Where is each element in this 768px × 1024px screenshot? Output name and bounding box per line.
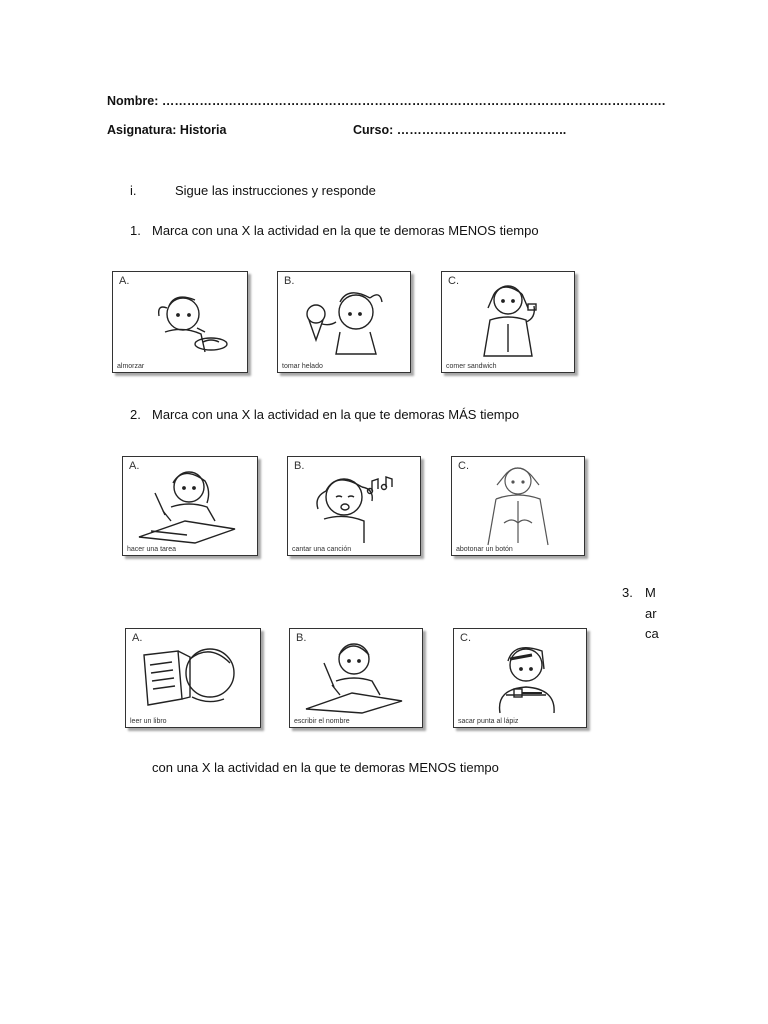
girl-homework-icon [123, 457, 257, 555]
card-letter: A. [132, 632, 143, 644]
card-caption: leer un libro [130, 718, 167, 725]
card-caption: tomar helado [282, 363, 323, 370]
question-2-number: 2. [130, 407, 141, 422]
asignatura-label: Asignatura: Historia [107, 123, 227, 137]
card-letter: C. [458, 460, 469, 472]
card-letter: C. [448, 275, 459, 287]
question-3-fragment-3: ca [645, 626, 659, 641]
card-caption: escribir el nombre [294, 718, 350, 725]
q2-card-c[interactable] [451, 456, 585, 556]
q1-card-a[interactable] [112, 271, 248, 373]
girl-icecream-icon [278, 272, 410, 372]
card-caption: cantar una canción [292, 546, 352, 553]
q3-card-b[interactable] [289, 628, 423, 728]
question-1-number: 1. [130, 223, 141, 238]
card-caption: comer sandwich [446, 363, 497, 370]
boy-reading-icon [126, 629, 260, 727]
q3-card-a[interactable] [125, 628, 261, 728]
question-2-text: Marca con una X la actividad en la que te demoras MÁS tiempo [152, 407, 520, 422]
section-numeral: i. [130, 183, 137, 198]
card-caption: abotonar un botón [456, 546, 513, 553]
section-title: Sigue las instrucciones y responde [175, 183, 376, 198]
question-3-number: 3. [622, 585, 633, 600]
q1-card-b[interactable] [277, 271, 411, 373]
q2-card-a[interactable] [122, 456, 258, 556]
nombre-field: Nombre: …………………………………………………………………………………………………………. [107, 94, 666, 108]
curso-field: Curso: ………………………………….. [353, 123, 567, 137]
girl-buttoning-icon [452, 457, 584, 555]
card-letter: A. [129, 460, 140, 472]
q2-card-b[interactable] [287, 456, 421, 556]
card-letter: B. [296, 632, 307, 644]
card-caption: sacar punta al lápiz [458, 718, 519, 725]
card-letter: A. [119, 275, 130, 287]
question-3-fragment-2: ar [645, 606, 657, 621]
question-1-text: Marca con una X la actividad en la que te demoras MENOS tiempo [152, 223, 539, 238]
card-caption: hacer una tarea [127, 546, 177, 553]
card-letter: C. [460, 632, 471, 644]
question-3-fragment-1: M [645, 585, 656, 600]
girl-singing-icon [288, 457, 420, 555]
q3-card-c[interactable] [453, 628, 587, 728]
boy-writing-icon [290, 629, 422, 727]
card-letter: B. [294, 460, 305, 472]
q1-card-c[interactable] [441, 271, 575, 373]
girl-sandwich-icon [442, 272, 574, 372]
question-3-text-rest: con una X la actividad en la que te demoras MENOS tiempo [152, 760, 499, 775]
boy-sharpening-icon [454, 629, 586, 727]
card-caption: almorzar [117, 363, 145, 370]
card-letter: B. [284, 275, 295, 287]
girl-eating-icon [113, 272, 247, 372]
